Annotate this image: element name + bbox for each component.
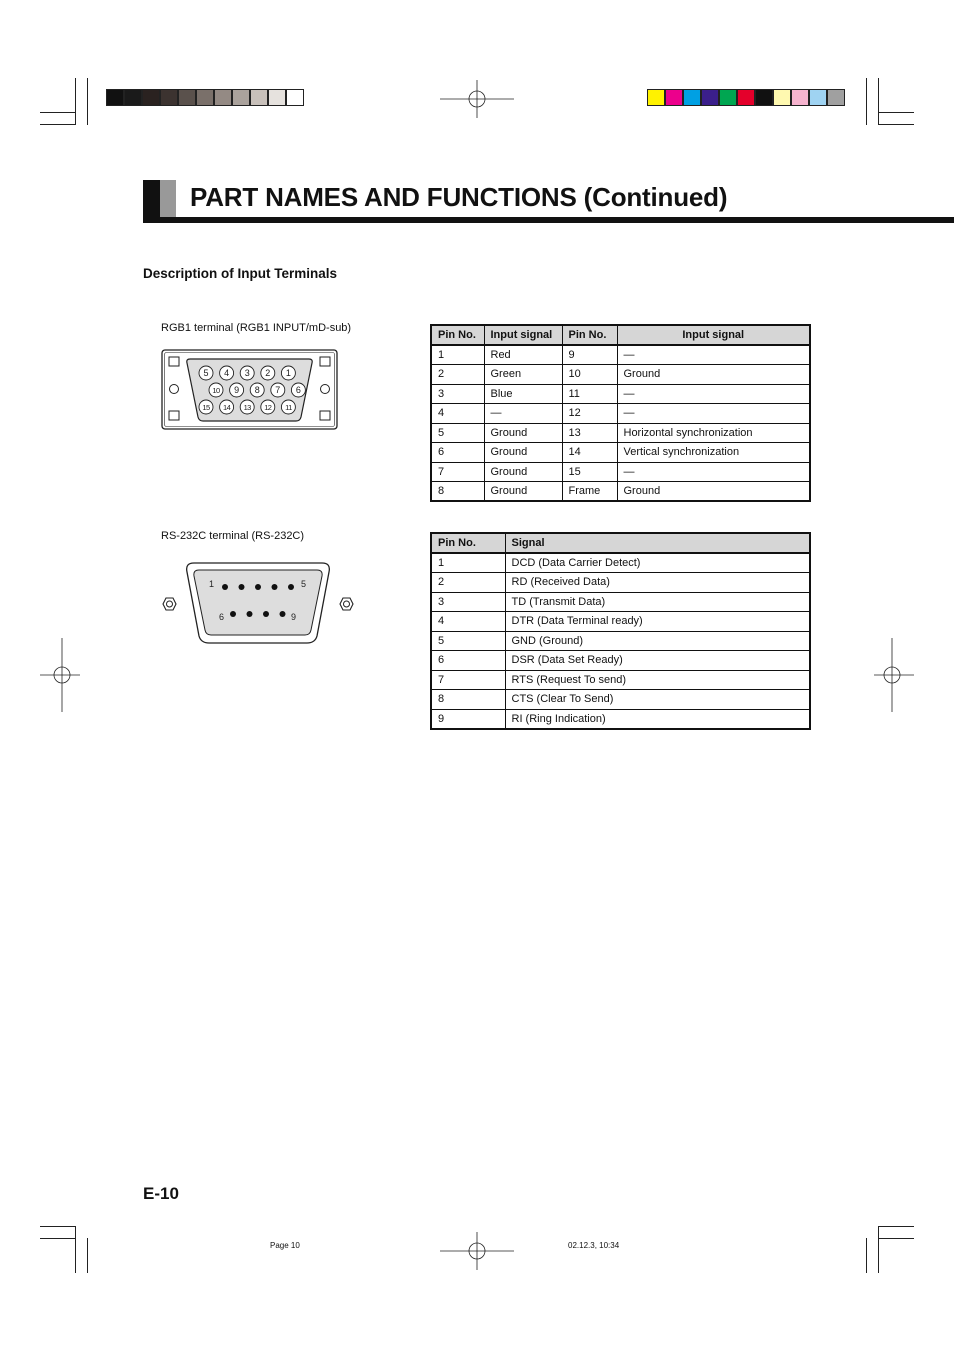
table-row	[431, 553, 810, 573]
pin-label: 15	[202, 403, 210, 413]
rs232c-caption: RS-232C terminal (RS-232C)	[161, 530, 305, 542]
header-black-block	[143, 180, 160, 218]
crop-mark	[40, 1238, 76, 1239]
column-header: Pin No.	[431, 533, 505, 553]
crop-mark	[75, 1226, 76, 1273]
crop-mark	[878, 1226, 914, 1227]
table-cell: RD (Received Data)	[505, 573, 810, 593]
color-swatch	[683, 89, 701, 106]
table-cell: —	[617, 345, 810, 365]
pin-label: 12	[264, 403, 272, 413]
table-cell: 10	[562, 365, 617, 385]
table-cell: 7	[431, 462, 484, 482]
rs232c-pin-table	[430, 532, 811, 730]
table-row	[431, 592, 810, 612]
color-swatch	[232, 89, 250, 106]
table-row	[431, 345, 810, 365]
pin-dot	[280, 611, 286, 617]
table-cell: Red	[484, 345, 562, 365]
color-swatch	[773, 89, 791, 106]
table-cell: 8	[431, 482, 484, 502]
table-cell: 3	[431, 592, 505, 612]
pin-label: 9	[234, 385, 240, 396]
table-cell: 5	[431, 423, 484, 443]
crop-mark	[878, 112, 914, 113]
color-swatch	[701, 89, 719, 106]
column-header: Pin No.	[562, 325, 617, 345]
table-row	[431, 670, 810, 690]
table-row	[431, 690, 810, 710]
pin-label: 11	[285, 403, 292, 413]
column-header: Input signal	[617, 325, 810, 345]
pin-dot	[230, 611, 236, 617]
table-cell: —	[617, 462, 810, 482]
table-row	[431, 443, 810, 463]
table-cell: 14	[562, 443, 617, 463]
pin-label: 6	[219, 612, 225, 622]
dsub9-connector-icon	[160, 560, 356, 646]
table-cell: 8	[431, 690, 505, 710]
table-cell: Vertical synchronization	[617, 443, 810, 463]
table-cell: —	[617, 384, 810, 404]
table-cell: Frame	[562, 482, 617, 502]
section-heading: Description of Input Terminals	[143, 266, 338, 281]
table-cell: 6	[431, 651, 505, 671]
table-cell: 9	[562, 345, 617, 365]
table-cell: 9	[431, 709, 505, 729]
table-cell: 4	[431, 612, 505, 632]
crop-mark	[40, 124, 76, 125]
pin-label: 6	[295, 385, 301, 396]
table-cell: 2	[431, 573, 505, 593]
pin-label: 7	[275, 385, 281, 396]
table-cell: 11	[562, 384, 617, 404]
table-cell: Ground	[484, 443, 562, 463]
crop-mark	[878, 1238, 914, 1239]
color-swatch	[268, 89, 286, 106]
registration-mark-icon	[874, 638, 914, 712]
table-cell: 3	[431, 384, 484, 404]
color-swatch	[665, 89, 683, 106]
color-swatch	[647, 89, 665, 106]
color-swatch	[124, 89, 142, 106]
print-page-label: Page 10	[270, 1241, 300, 1250]
pin-dot	[222, 584, 228, 590]
table-cell: RTS (Request To send)	[505, 670, 810, 690]
pin-dot	[272, 584, 278, 590]
pin-label: 5	[203, 368, 209, 379]
table-cell: —	[617, 404, 810, 424]
table-cell: DSR (Data Set Ready)	[505, 651, 810, 671]
table-cell: Horizontal synchronization	[617, 423, 810, 443]
column-header: Pin No.	[431, 325, 484, 345]
crop-mark	[866, 78, 867, 125]
pin-label: 1	[285, 368, 291, 379]
header-rule	[143, 217, 954, 223]
pin-label: 13	[243, 403, 251, 413]
table-cell: Green	[484, 365, 562, 385]
pin-dot	[239, 584, 245, 590]
table-cell: GND (Ground)	[505, 631, 810, 651]
registration-mark-icon	[40, 638, 80, 712]
pin-label: 9	[291, 612, 297, 622]
color-swatch	[755, 89, 773, 106]
color-swatch	[809, 89, 827, 106]
color-swatch	[719, 89, 737, 106]
table-cell: TD (Transmit Data)	[505, 592, 810, 612]
table-cell: RI (Ring Indication)	[505, 709, 810, 729]
pin-dot	[255, 584, 261, 590]
pin-dot	[247, 611, 253, 617]
table-row	[431, 423, 810, 443]
dsub15-connector-icon	[161, 349, 339, 431]
pin-label: 5	[301, 579, 307, 589]
pin-label: 1	[209, 579, 215, 589]
pin-label: 10	[212, 386, 220, 396]
crop-mark	[40, 1226, 76, 1227]
table-row	[431, 482, 810, 502]
table-cell: 4	[431, 404, 484, 424]
table-cell: Ground	[484, 462, 562, 482]
table-row	[431, 612, 810, 632]
crop-mark	[878, 1226, 879, 1273]
color-swatch	[791, 89, 809, 106]
table-cell: 15	[562, 462, 617, 482]
table-cell: Ground	[484, 423, 562, 443]
table-header-row	[431, 325, 810, 345]
table-cell: 13	[562, 423, 617, 443]
crop-mark	[40, 112, 76, 113]
crop-mark	[87, 78, 88, 125]
color-swatch	[737, 89, 755, 106]
table-header-row	[431, 533, 810, 553]
registration-mark-icon	[440, 1232, 514, 1270]
table-cell: Ground	[617, 365, 810, 385]
table-row	[431, 404, 810, 424]
table-cell: 1	[431, 345, 484, 365]
color-swatch	[106, 89, 124, 106]
rgb1-caption: RGB1 terminal (RGB1 INPUT/mD-sub)	[161, 322, 352, 334]
table-cell: Blue	[484, 384, 562, 404]
table-row	[431, 573, 810, 593]
pin-dot	[263, 611, 269, 617]
table-row	[431, 631, 810, 651]
pin-label: 3	[244, 368, 250, 379]
page-number: E-10	[143, 1184, 179, 1203]
table-cell: 6	[431, 443, 484, 463]
column-header: Signal	[505, 533, 810, 553]
rgb1-pin-table	[430, 324, 811, 502]
table-row	[431, 365, 810, 385]
pin-label: 2	[265, 368, 271, 379]
column-header: Input signal	[484, 325, 562, 345]
color-swatch	[160, 89, 178, 106]
table-row	[431, 384, 810, 404]
crop-mark	[878, 78, 879, 125]
table-cell: Ground	[617, 482, 810, 502]
table-cell: 7	[431, 670, 505, 690]
color-swatch	[142, 89, 160, 106]
table-row	[431, 462, 810, 482]
table-row	[431, 709, 810, 729]
pin-label: 14	[223, 403, 231, 413]
table-cell: 1	[431, 553, 505, 573]
color-swatch	[214, 89, 232, 106]
table-cell: 5	[431, 631, 505, 651]
table-cell: Ground	[484, 482, 562, 502]
crop-mark	[75, 78, 76, 125]
color-swatch	[178, 89, 196, 106]
table-cell: —	[484, 404, 562, 424]
color-swatch	[196, 89, 214, 106]
crop-mark	[866, 1238, 867, 1273]
color-swatch	[250, 89, 268, 106]
pin-label: 8	[254, 385, 260, 396]
page-title: PART NAMES AND FUNCTIONS (Continued)	[190, 182, 728, 212]
header-gray-block	[160, 180, 176, 218]
color-swatch	[286, 89, 304, 106]
table-row	[431, 651, 810, 671]
registration-mark-icon	[440, 80, 514, 118]
color-swatch	[827, 89, 845, 106]
pin-label: 4	[224, 368, 230, 379]
table-cell: 2	[431, 365, 484, 385]
print-timestamp: 02.12.3, 10:34	[568, 1241, 620, 1250]
table-cell: 12	[562, 404, 617, 424]
table-cell: CTS (Clear To Send)	[505, 690, 810, 710]
crop-mark	[87, 1238, 88, 1273]
crop-mark	[878, 124, 914, 125]
pin-dot	[288, 584, 294, 590]
table-cell: DCD (Data Carrier Detect)	[505, 553, 810, 573]
table-cell: DTR (Data Terminal ready)	[505, 612, 810, 632]
